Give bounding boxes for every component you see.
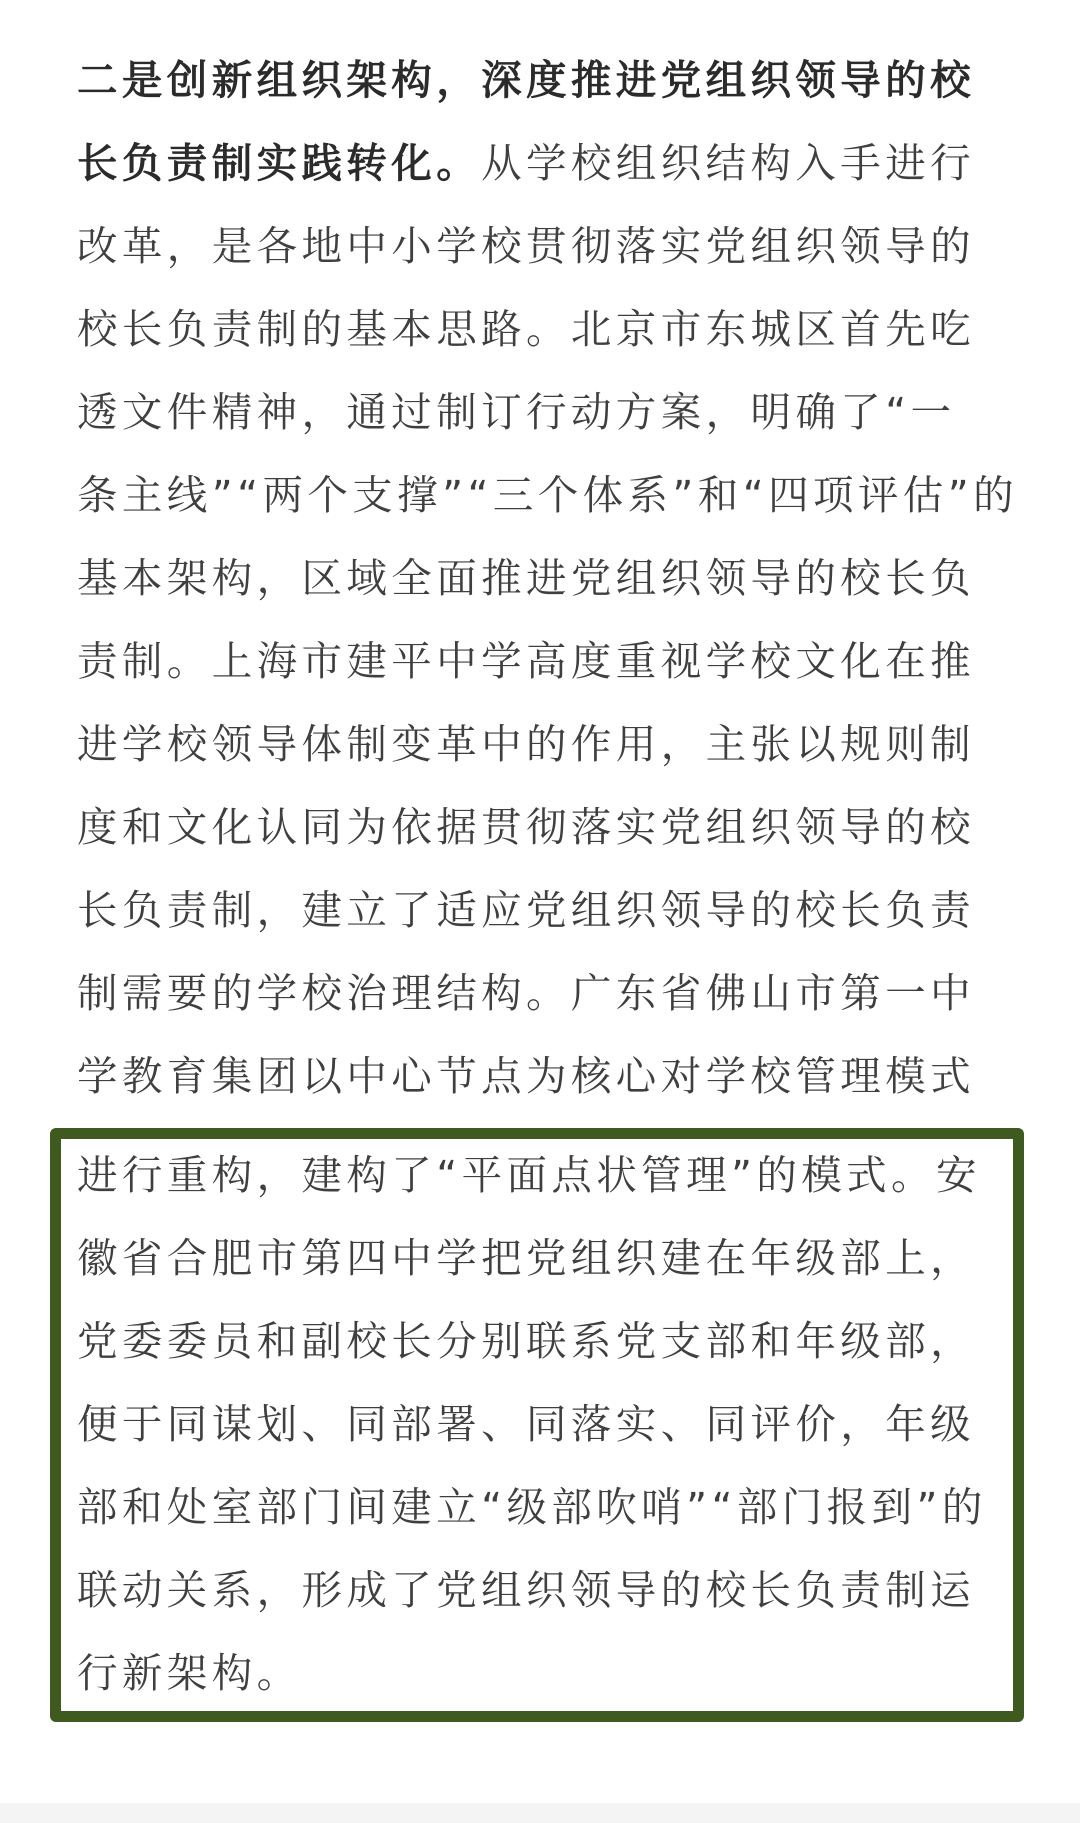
body-text: 改革，是各地中小学校贯彻落实党组织领导的 bbox=[77, 222, 975, 270]
highlight-box-frame bbox=[50, 1128, 1024, 1722]
paragraph-line bbox=[77, 951, 997, 1035]
paragraph-line bbox=[77, 453, 1018, 537]
body-text: 长负责制，建立了适应党组织领导的校长负责 bbox=[77, 886, 975, 934]
page-bottom-edge bbox=[0, 1803, 1080, 1823]
body-text: 校长负责制的基本思路。北京市东城区首先吃 bbox=[77, 305, 975, 353]
body-text: 度和文化认同为依据贯彻落实党组织领导的校 bbox=[77, 803, 975, 851]
body-text: 便于同谋划、同部署、同落实、同评价，年级 bbox=[77, 1400, 975, 1448]
bold-lead-text: 二是创新组织架构，深度推进党组织领导的校 bbox=[77, 56, 975, 104]
body-text: 学教育集团以中心节点为核心对学校管理模式 bbox=[77, 1052, 975, 1100]
paragraph-line bbox=[77, 536, 997, 620]
paragraph-line bbox=[77, 1034, 997, 1118]
paragraph-line bbox=[77, 38, 997, 122]
body-text: 条主线”“两个支撑”“三个体系”和“四项评估”的 bbox=[77, 471, 1018, 519]
body-text: 联动关系，形成了党组织领导的校长负责制运 bbox=[77, 1566, 975, 1614]
body-text: 部和处室部门间建立“级部吹哨”“部门报到”的 bbox=[77, 1483, 987, 1531]
paragraph-line bbox=[77, 868, 997, 952]
body-text: 透文件精神，通过制订行动方案，明确了“一 bbox=[77, 388, 956, 436]
paragraph-line bbox=[77, 785, 997, 869]
body-text: 进学校领导体制变革中的作用，主张以规则制 bbox=[77, 720, 975, 768]
body-text: 进行重构，建构了“平面点状管理”的模式。安 bbox=[77, 1151, 981, 1199]
body-text: 行新架构。 bbox=[77, 1649, 302, 1697]
body-text: 党委委员和副校长分别联系党支部和年级部， bbox=[77, 1317, 975, 1365]
paragraph-line bbox=[77, 619, 997, 703]
paragraph-line bbox=[77, 370, 997, 454]
paragraph-line bbox=[77, 287, 997, 371]
bold-lead-text: 长负责制实践转化。 bbox=[77, 139, 482, 187]
paragraph-line bbox=[77, 204, 997, 288]
paragraph-line bbox=[77, 702, 997, 786]
body-text: 基本架构，区域全面推进党组织领导的校长负 bbox=[77, 554, 975, 602]
body-text: 责制。上海市建平中学高度重视学校文化在推 bbox=[77, 637, 975, 685]
paragraph-line bbox=[77, 121, 997, 205]
body-text: 制需要的学校治理结构。广东省佛山市第一中 bbox=[77, 969, 975, 1017]
body-text: 徽省合肥市第四中学把党组织建在年级部上， bbox=[77, 1234, 975, 1282]
body-text: 从学校组织结构入手进行 bbox=[481, 139, 976, 187]
